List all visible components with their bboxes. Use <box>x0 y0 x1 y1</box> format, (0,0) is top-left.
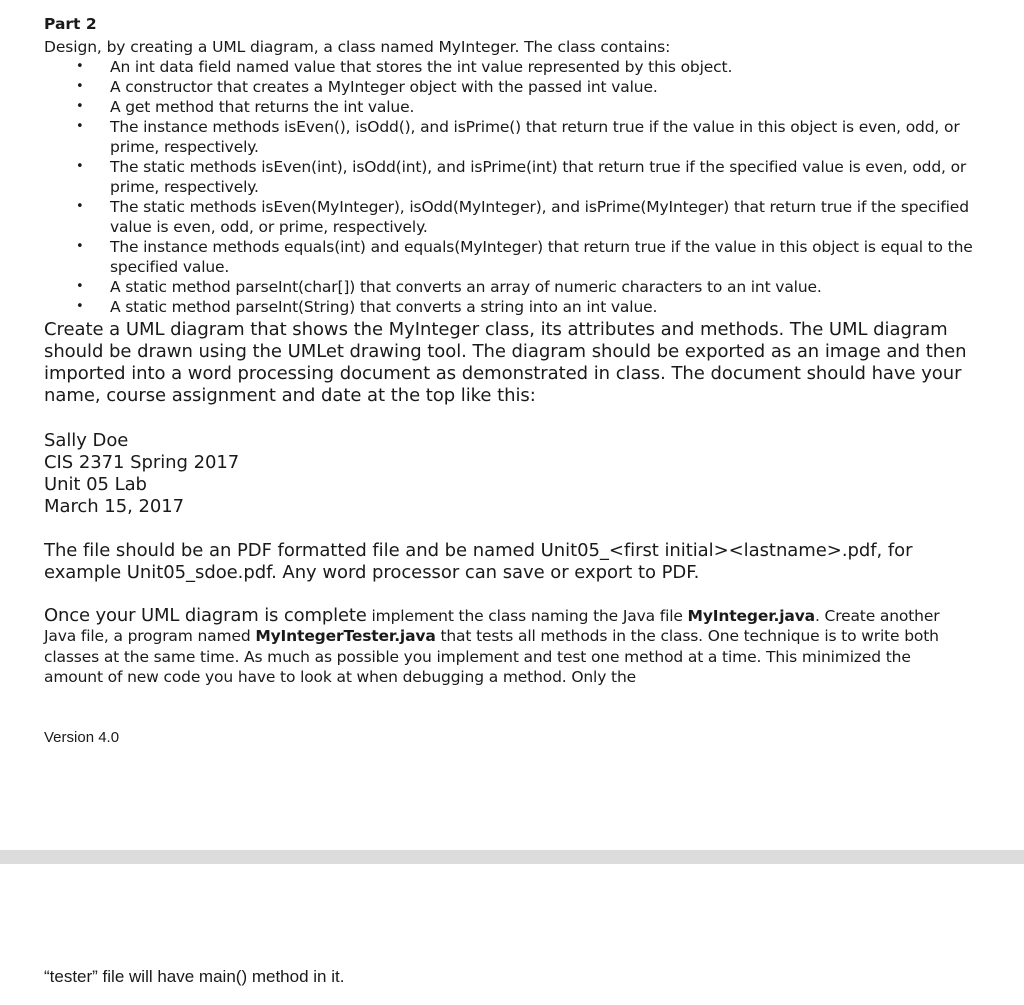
signature-example <box>44 430 984 518</box>
list-item: • The instance methods isEven(), isOdd(), and isPrime() that return true if the value in this object is even, odd, or prime, respectively. <box>44 117 974 157</box>
implementation-text-1: implement the class naming the Java file <box>366 607 688 625</box>
tester-file-name: MyIntegerTester.java <box>255 627 436 646</box>
signature-assignment: Unit 05 Lab <box>44 474 147 495</box>
list-item: • The instance methods equals(int) and equals(MyInteger) that return true if the value in this object is equal to the specified value. <box>44 237 974 277</box>
implementation-text-3: that tests all methods in the class. One technique is to write both classes at the same time. As much as possible you implement and test one method at a time. This minimized the amount of new code you have to look at when debugging a method. Only the <box>44 627 939 686</box>
version-footer: Version 4.0 <box>44 729 120 746</box>
part-heading: Part 2 <box>44 15 97 33</box>
list-item: • A constructor that creates a MyInteger object with the passed int value. <box>44 77 974 97</box>
implementation-instructions <box>44 606 974 687</box>
intro-text: Design, by creating a UML diagram, a class named MyInteger. The class contains: <box>44 38 671 56</box>
page-separator <box>0 850 1024 864</box>
implementation-lead: Once your UML diagram is complete <box>44 605 367 626</box>
uml-instructions: Create a UML diagram that shows the MyInteger class, its attributes and methods. The UML diagram should be drawn using the UMLet drawing tool. The diagram should be exported as an image and then imported into a word processing document as demonstrated in class. The document should have your name, course assignment and date at the top like this: <box>44 319 967 406</box>
list-item: • The static methods isEven(MyInteger), isOdd(MyInteger), and isPrime(MyInteger) that return true if the specified value is even, odd, or prime, respectively. <box>44 197 974 237</box>
list-item: • A static method parseInt(char[]) that converts an array of numeric characters to an int value. <box>44 277 974 297</box>
list-item: • An int data field named value that stores the int value represented by this object. <box>44 57 974 77</box>
requirements-list <box>44 57 974 317</box>
list-item: • A get method that returns the int value. <box>44 97 974 117</box>
file-format-instructions: The file should be an PDF formatted file and be named Unit05_<first initial><lastname>.pdf, for example Unit05_sdoe.pdf. Any word processor can save or export to PDF. <box>44 540 913 583</box>
implementation-text-2: . Create another Java file, a program named <box>44 607 940 646</box>
java-file-name: MyInteger.java <box>687 607 815 625</box>
signature-date: March 15, 2017 <box>44 496 185 517</box>
continuation-text: “tester” file will have main() method in it. <box>44 967 345 986</box>
signature-course: CIS 2371 Spring 2017 <box>44 452 240 473</box>
list-item: • A static method parseInt(String) that converts a string into an int value. <box>44 297 974 317</box>
list-item: • The static methods isEven(int), isOdd(int), and isPrime(int) that return true if the specified value is even, odd, or prime, respectively. <box>44 157 974 197</box>
signature-name: Sally Doe <box>44 430 129 451</box>
